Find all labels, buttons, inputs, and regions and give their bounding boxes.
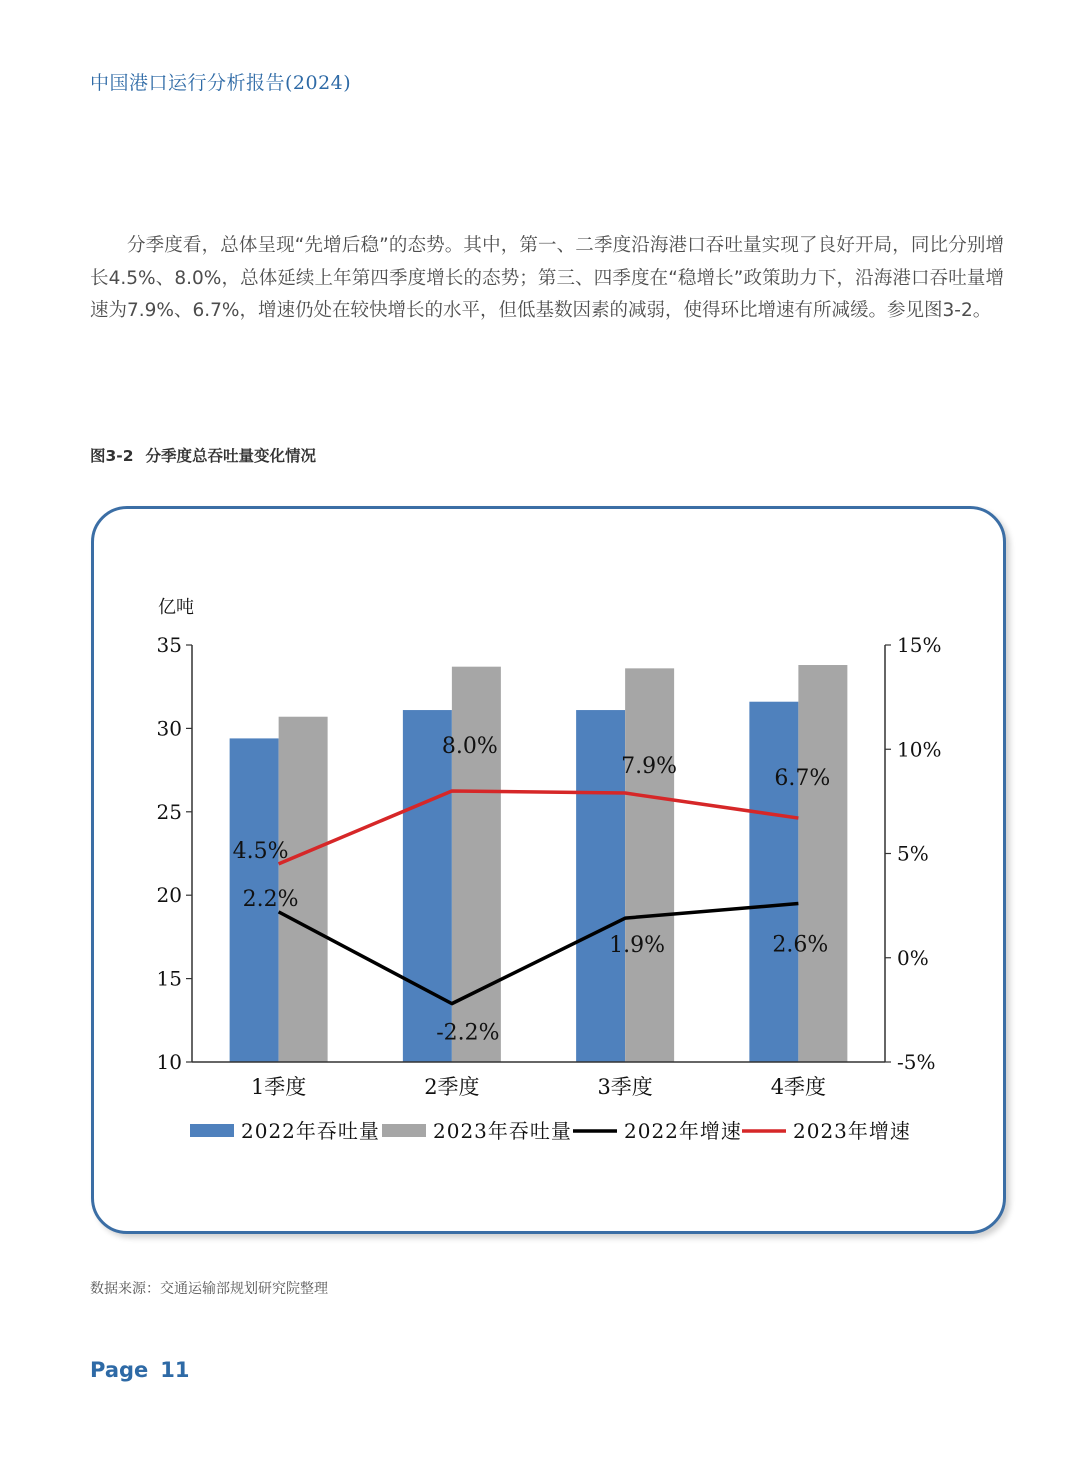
legend-swatch-2022年吞吐量 — [190, 1124, 234, 1137]
legend-label-2023年吞吐量: 2023年吞吐量 — [433, 1119, 572, 1143]
y-left-tick-label: 15 — [156, 966, 182, 991]
y-right-tick-label: -5% — [897, 1050, 936, 1074]
data-label-2022年增速-2季度: -2.2% — [436, 1020, 500, 1046]
y-left-unit-label: 亿吨 — [158, 597, 194, 618]
page-label: Page — [90, 1358, 149, 1382]
legend-label-2022年增速: 2022年增速 — [624, 1119, 742, 1143]
bar-2022年吞吐量-2季度 — [403, 710, 452, 1062]
bar-2023年吞吐量-2季度 — [452, 667, 501, 1062]
bar-2023年吞吐量-4季度 — [798, 665, 847, 1062]
line-2023年增速 — [279, 791, 799, 864]
body-paragraph: 分季度看，总体呈现“先增后稳”的态势。其中，第一、二季度沿海港口吞吐量实现了良好开局，同比分别增长4.5%、8.0%，总体延续上年第四季度增长的态势；第三、四季度在“稳增长”政策助力下，沿海港口吞吐量增速为7.9%、6.7%，增速仍处在较快增长的水平，但低基数因素的减弱，使得环比增速有所减缓。参见图3-2。 — [90, 235, 1004, 321]
bar-2022年吞吐量-4季度 — [749, 702, 798, 1062]
legend-label-2023年增速: 2023年增速 — [793, 1119, 911, 1143]
figure-title: 分季度总吞吐量变化情况 — [145, 447, 317, 465]
y-left-tick-label: 30 — [156, 716, 182, 741]
running-header: 中国港口运行分析报告(2024) — [90, 72, 352, 94]
y-left-tick-label: 20 — [156, 883, 182, 908]
page-number: 11 — [160, 1358, 190, 1382]
legend-swatch-2023年吞吐量 — [382, 1124, 426, 1137]
legend-label-2022年吞吐量: 2022年吞吐量 — [241, 1119, 380, 1143]
data-label-2023年增速-1季度: 4.5% — [232, 838, 289, 864]
x-tick-label: 1季度 — [250, 1075, 307, 1099]
x-tick-label: 4季度 — [770, 1075, 827, 1099]
y-left-tick-label: 10 — [156, 1050, 182, 1074]
line-2022年增速 — [279, 904, 799, 1004]
y-left-tick-label: 25 — [156, 799, 182, 824]
data-label-2023年增速-2季度: 8.0% — [441, 733, 498, 759]
x-tick-label: 3季度 — [597, 1075, 653, 1099]
source-note: 数据来源：交通运输部规划研究院整理 — [90, 1281, 328, 1297]
data-label-2022年增速-4季度: 2.6% — [772, 932, 829, 958]
data-label-2023年增速-3季度: 7.9% — [621, 754, 678, 780]
data-label-2023年增速-4季度: 6.7% — [774, 766, 831, 792]
figure-number: 图3-2 — [90, 447, 134, 465]
y-left-tick-label: 35 — [156, 633, 182, 657]
y-right-tick-label: 5% — [897, 841, 929, 866]
data-label-2022年增速-3季度: 1.9% — [609, 933, 666, 959]
bar-2022年吞吐量-3季度 — [576, 710, 625, 1062]
y-right-tick-label: 0% — [897, 945, 929, 970]
page-footer — [90, 1358, 190, 1382]
x-tick-label: 2季度 — [424, 1075, 480, 1099]
y-right-tick-label: 10% — [897, 737, 942, 762]
y-right-tick-label: 15% — [897, 633, 942, 657]
data-label-2022年增速-1季度: 2.2% — [242, 886, 299, 912]
bar-2023年吞吐量-3季度 — [625, 668, 674, 1062]
